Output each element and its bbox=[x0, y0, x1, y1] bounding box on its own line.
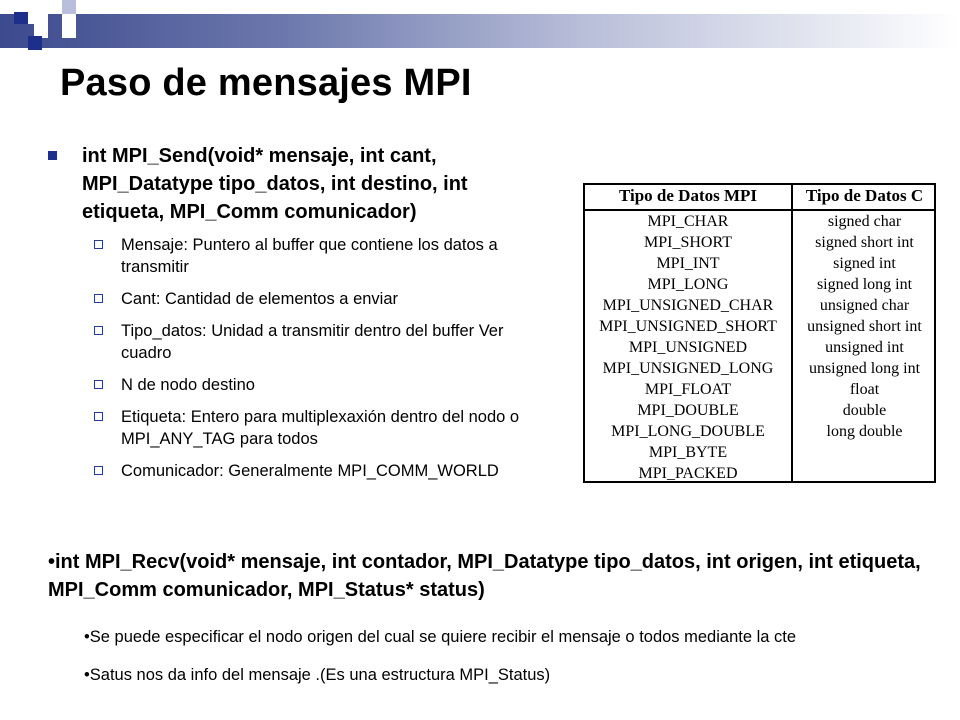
table-header-mpi: Tipo de Datos MPI bbox=[618, 186, 758, 205]
param-item bbox=[94, 234, 544, 278]
mpi-type-cell: MPI_UNSIGNED_SHORT bbox=[599, 318, 777, 335]
c-type-cell: signed short int bbox=[815, 234, 914, 251]
hollow-square-icon bbox=[94, 412, 103, 421]
mpi-type-cell: MPI_DOUBLE bbox=[637, 402, 739, 419]
recv-signature: •int MPI_Recv(void* mensaje, int contador, MPI_Datatype tipo_datos, int origen, int etiqueta, MPI_Comm comunicador, MPI_Status* status) bbox=[48, 551, 921, 601]
recv-note: •Satus nos da info del mensaje .(Es una estructura MPI_Status) bbox=[84, 666, 551, 684]
decor-square bbox=[62, 0, 76, 14]
c-type-cell: unsigned long int bbox=[808, 360, 921, 377]
param-text: Mensaje: Puntero al buffer que contiene los datos a transmitir bbox=[121, 236, 498, 276]
send-params-list bbox=[94, 234, 544, 492]
param-item bbox=[94, 460, 544, 482]
c-type-cell: signed int bbox=[833, 255, 896, 272]
hollow-square-icon bbox=[94, 380, 103, 389]
hollow-square-icon bbox=[94, 326, 103, 335]
send-bullet bbox=[48, 142, 548, 226]
mpi-type-cell: MPI_INT bbox=[656, 255, 720, 272]
c-type-cell: unsigned int bbox=[825, 339, 904, 356]
decor-square bbox=[28, 0, 48, 24]
c-type-cell: float bbox=[849, 381, 880, 398]
decor-square bbox=[14, 12, 28, 24]
mpi-type-cell: MPI_UNSIGNED bbox=[628, 339, 748, 356]
c-type-cell: double bbox=[842, 402, 887, 419]
mpi-type-cell: MPI_LONG bbox=[647, 276, 729, 293]
param-item bbox=[94, 320, 544, 364]
mpi-type-column bbox=[585, 211, 791, 484]
mpi-type-cell: MPI_FLOAT bbox=[644, 381, 732, 398]
mpi-type-cell: MPI_SHORT bbox=[644, 234, 732, 251]
hollow-square-icon bbox=[94, 240, 103, 249]
c-type-column bbox=[793, 211, 936, 442]
header-band bbox=[0, 14, 960, 48]
c-type-cell: long double bbox=[826, 423, 903, 440]
table-header-c: Tipo de Datos C bbox=[805, 186, 924, 205]
param-item bbox=[94, 406, 544, 450]
c-type-cell: unsigned char bbox=[819, 297, 910, 314]
send-signature: int MPI_Send(void* mensaje, int cant, MPI_Datatype tipo_datos, int destino, int etiqueta, MPI_Comm comunicador) bbox=[82, 145, 468, 223]
decor-square bbox=[62, 14, 76, 38]
c-type-cell: unsigned short int bbox=[807, 318, 922, 335]
datatype-table bbox=[583, 183, 936, 483]
recv-note: •Se puede especificar el nodo origen del cual se quiere recibir el mensaje o todos mediante la cte bbox=[84, 628, 797, 646]
recv-notes bbox=[84, 626, 954, 702]
hollow-square-icon bbox=[94, 294, 103, 303]
c-type-cell: signed char bbox=[827, 213, 902, 230]
param-text: Tipo_datos: Unidad a transmitir dentro del buffer Ver cuadro bbox=[121, 322, 504, 362]
param-text: Comunicador: Generalmente MPI_COMM_WORLD bbox=[121, 462, 499, 480]
param-item bbox=[94, 288, 544, 310]
decor-square bbox=[28, 36, 42, 50]
mpi-type-cell: MPI_PACKED bbox=[638, 465, 738, 482]
param-text: N de nodo destino bbox=[121, 376, 255, 394]
mpi-type-cell: MPI_UNSIGNED_CHAR bbox=[602, 297, 774, 314]
mpi-type-cell: MPI_BYTE bbox=[648, 444, 728, 461]
slide-title: Paso de mensajes MPI bbox=[60, 62, 472, 104]
mpi-type-cell: MPI_UNSIGNED_LONG bbox=[602, 360, 774, 377]
hollow-square-icon bbox=[94, 466, 103, 475]
mpi-type-cell: MPI_CHAR bbox=[647, 213, 729, 230]
c-type-cell: signed long int bbox=[816, 276, 913, 293]
mpi-type-cell: MPI_LONG_DOUBLE bbox=[611, 423, 765, 440]
param-item bbox=[94, 374, 544, 396]
param-text: Cant: Cantidad de elementos a enviar bbox=[121, 290, 399, 308]
square-bullet-icon bbox=[48, 151, 57, 160]
param-text: Etiqueta: Entero para multiplexaxión dentro del nodo o MPI_ANY_TAG para todos bbox=[121, 408, 520, 448]
